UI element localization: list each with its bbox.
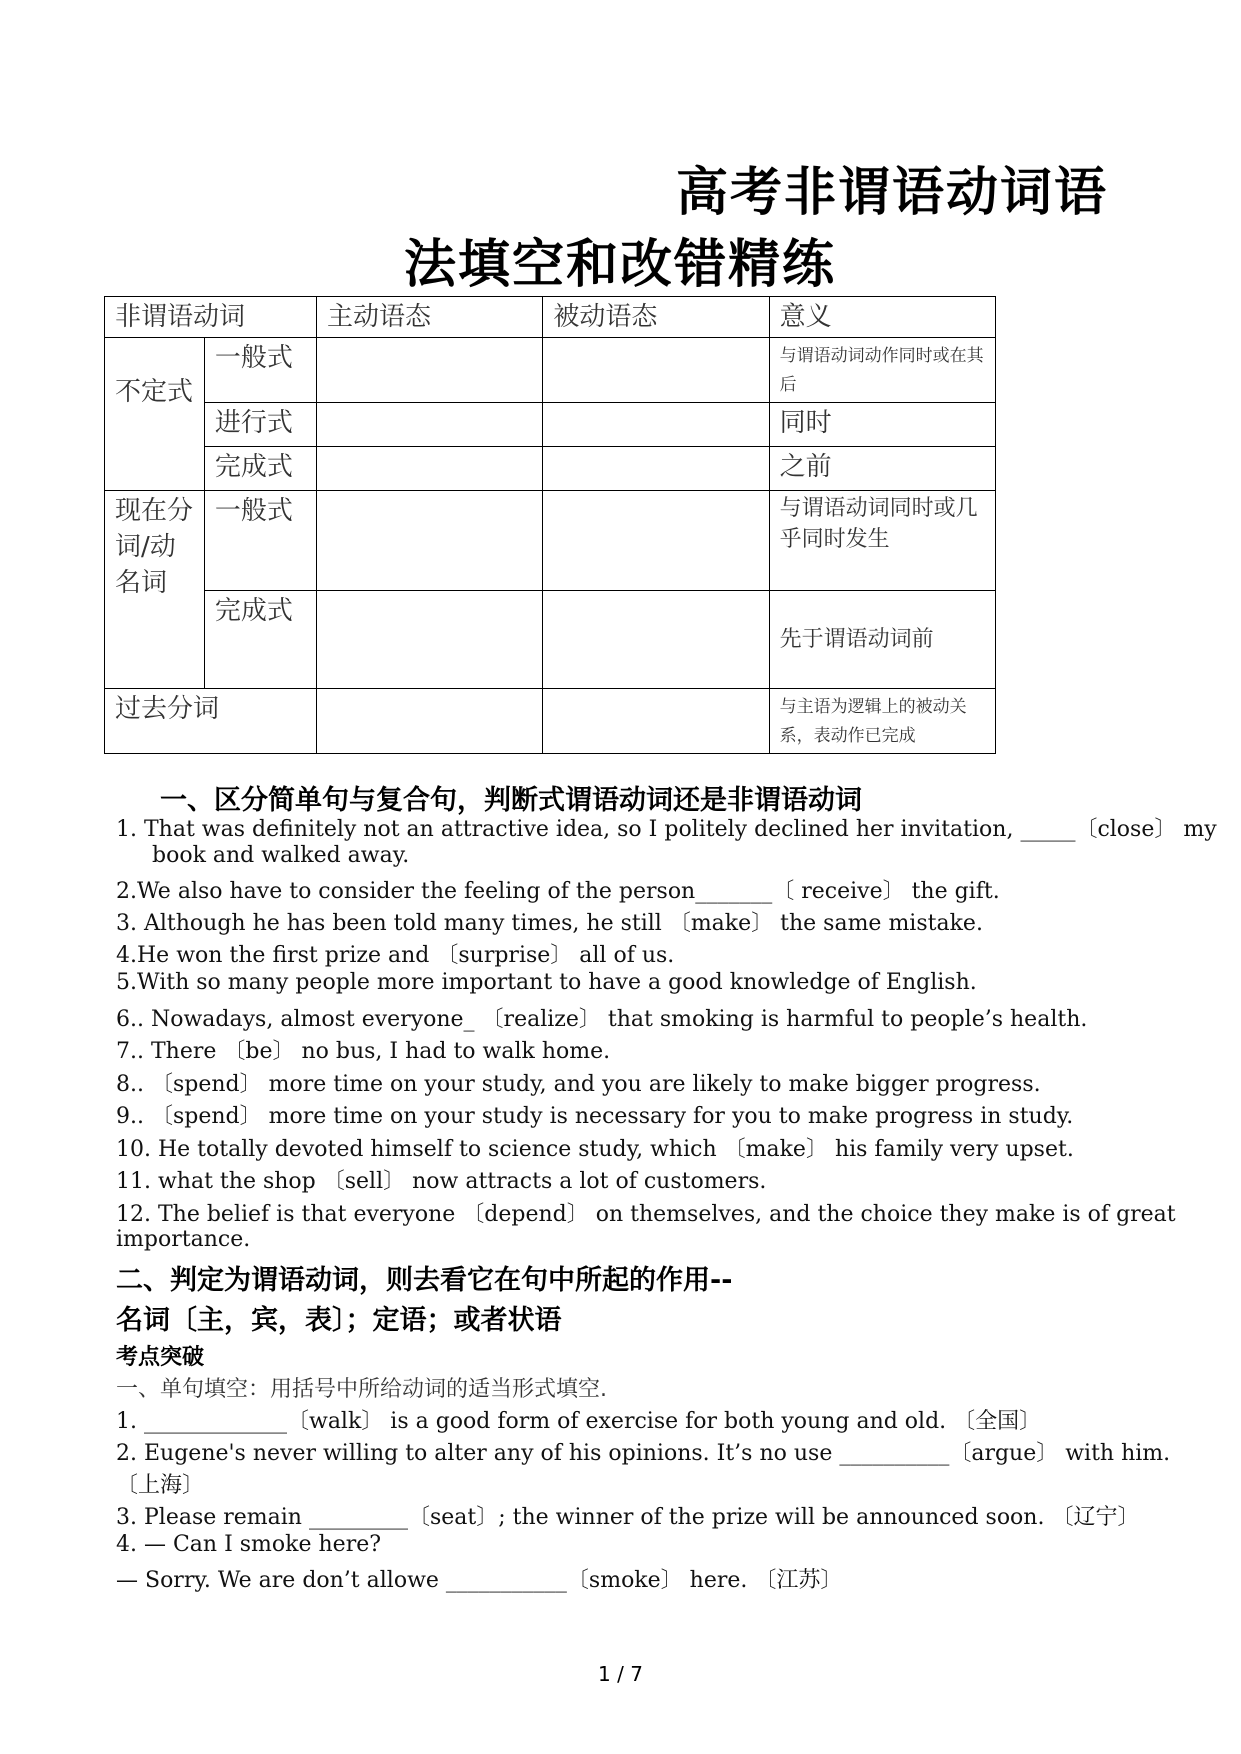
active-cell: [317, 591, 543, 689]
meaning-cell: 与谓语动词动作同时或在其后: [769, 338, 995, 403]
question-line: 4. — Can I smoke here?: [116, 1532, 382, 1557]
passive-cell: [543, 447, 769, 491]
form-cell: 完成式: [204, 447, 316, 491]
question-line: 2.We also have to consider the feeling of the person_______〔 receive〕 the gift.: [116, 879, 1000, 904]
header-cell: 主动语态: [317, 297, 543, 338]
passive-cell: [543, 689, 769, 754]
infinitive-label: 不定式: [105, 338, 205, 491]
participle-label: 现在分词/动名词: [105, 491, 205, 689]
question-line: book and walked away.: [152, 843, 410, 868]
form-cell: 完成式: [204, 591, 316, 689]
document-title-line2: 法填空和改错精练: [404, 235, 837, 295]
section2-subheading: 考点突破: [116, 1345, 205, 1370]
question-line: 3. Although he has been told many times, he still 〔make〕 the same mistake.: [116, 911, 983, 936]
meaning-cell: 同时: [769, 403, 995, 447]
header-cell: 被动语态: [543, 297, 769, 338]
question-line: 9.. 〔spend〕 more time on your study is necessary for you to make progress in study.: [116, 1104, 1074, 1129]
active-cell: [317, 447, 543, 491]
question-line: 11. what the shop 〔sell〕 now attracts a lot of customers.: [116, 1169, 767, 1194]
past-participle-label: 过去分词: [105, 689, 317, 754]
active-cell: [317, 338, 543, 403]
header-cell: 非谓语动词: [105, 297, 317, 338]
nonfinite-verb-table: [104, 296, 996, 754]
active-cell: [317, 491, 543, 591]
meaning-cell: 先于谓语动词前: [769, 591, 995, 689]
question-line: 2. Eugene's never willing to alter any of his opinions. It’s no use __________〔argue〕 with him.: [116, 1441, 1171, 1466]
active-cell: [317, 403, 543, 447]
question-line: 7.. There 〔be〕 no bus, I had to walk home.: [116, 1039, 611, 1064]
question-line: 8.. 〔spend〕 more time on your study, and you are likely to make bigger progress.: [116, 1072, 1041, 1097]
form-cell: 进行式: [204, 403, 316, 447]
header-cell: 意义: [769, 297, 995, 338]
passive-cell: [543, 403, 769, 447]
question-line: 4.He won the first prize and 〔surprise〕 all of us.: [116, 943, 675, 968]
meaning-cell: 与谓语动词同时或几乎同时发生: [769, 491, 995, 591]
question-line: 6.. Nowadays, almost everyone_ 〔realize〕 that smoking is harmful to people’s health.: [116, 1007, 1088, 1032]
active-cell: [317, 689, 543, 754]
passive-cell: [543, 591, 769, 689]
table-row: [105, 491, 996, 591]
question-line: 12. The belief is that everyone 〔depend〕 on themselves, and the choice they make is of great: [116, 1202, 1176, 1227]
meaning-cell: 之前: [769, 447, 995, 491]
question-line: — Sorry. We are don’t allowe ___________〔smoke〕 here. 〔江苏〕: [116, 1568, 843, 1593]
question-line: 5.With so many people more important to have a good knowledge of English.: [116, 970, 977, 995]
form-cell: 一般式: [204, 338, 316, 403]
question-line: 〔上海〕: [116, 1473, 205, 1498]
document-title-line1: 高考非谓语动词语: [676, 163, 1109, 223]
passive-cell: [543, 338, 769, 403]
table-row: [105, 447, 996, 491]
table-row: [105, 338, 996, 403]
section2-heading: 二、判定为谓语动词，则去看它在句中所起的作用--: [116, 1265, 733, 1296]
question-line: 1. _____________〔walk〕 is a good form of exercise for both young and old. 〔全国〕: [116, 1409, 1042, 1434]
passive-cell: [543, 491, 769, 591]
page-number: 1 / 7: [598, 1662, 643, 1686]
table-row: [105, 403, 996, 447]
instruction: 一、单句填空：用括号中所给动词的适当形式填空.: [116, 1377, 607, 1402]
section1-heading: 一、区分简单句与复合句，判断式谓语动词还是非谓语动词: [160, 785, 862, 816]
table-header-row: [105, 297, 996, 338]
question-line: importance.: [116, 1227, 251, 1252]
table-row: [105, 689, 996, 754]
form-cell: 一般式: [204, 491, 316, 591]
question-line: 10. He totally devoted himself to science study, which 〔make〕 his family very upset.: [116, 1137, 1074, 1162]
table-row: [105, 591, 996, 689]
section2-heading: 名词〔主，宾，表〕；定语；或者状语: [116, 1305, 562, 1336]
meaning-cell: 与主语为逻辑上的被动关系，表动作已完成: [769, 689, 995, 754]
question-line: 1. That was definitely not an attractive idea, so I politely declined her invitation, _____〔close〕 my: [116, 817, 1217, 842]
question-line: 3. Please remain _________〔seat〕; the winner of the prize will be announced soon. 〔辽宁〕: [116, 1505, 1140, 1530]
